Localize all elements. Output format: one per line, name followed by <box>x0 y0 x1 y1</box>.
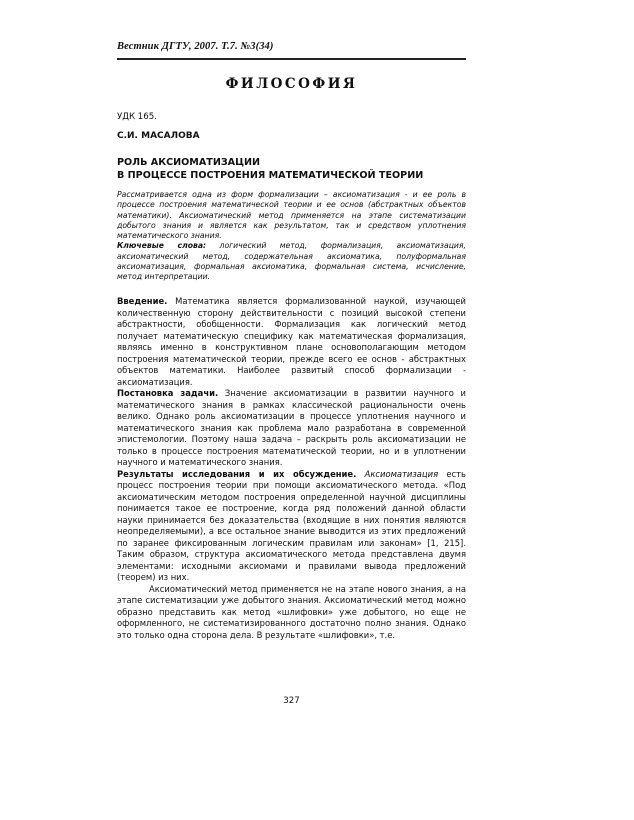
intro-heading: Введение. <box>117 296 168 306</box>
results-term: Аксиоматизация <box>364 468 439 479</box>
article-title-line-2: В ПРОЦЕССЕ ПОСТРОЕНИЯ МАТЕМАТИЧЕСКОЙ ТЕОРИИ <box>117 170 424 181</box>
header-rule <box>117 58 466 60</box>
keywords-list: логический метод, формализация, аксиоматизация, аксиоматический метод, содержательная аксиоматика, полуформальная аксиоматизация, формальная аксиоматика, формальная система, исчисление, метод интерпретации. <box>117 241 466 282</box>
author-name: С.И. МАСАЛОВА <box>117 131 200 141</box>
problem-heading: Постановка задачи. <box>117 388 219 398</box>
results-citation: [1, 215]. <box>427 537 466 548</box>
article-body <box>117 296 466 641</box>
intro-paragraph <box>117 296 466 388</box>
intro-text: Математика является формализованной наукой, изучающей количественную сторону действительности с позиций высокой степени абстрактности, обобщенности. Формализация как логический метод получает математическую специфику как математическая формализация, являясь именно в конструктивном плане основополагающим методом построения математической теории, прежде всего ее основ - абстрактных объектов математики. Наиболее развитый способ формализации - аксиоматизация. <box>117 296 466 387</box>
results-heading: Результаты исследования и их обсуждение. <box>117 468 357 479</box>
problem-text: Значение аксиоматизации в развитии научного и математического знания в рамках классической рациональности очень велико. Однако роль аксиоматизации в процессе уплотнения научного и математического знания как проблема мало разработана в современной эпистемологии. Поэтому наша задача – раскрыть роль аксиоматизации не только в процессе построения математической теории, но и в уплотнении научного и математического знания. <box>117 388 466 467</box>
abstract <box>117 190 466 283</box>
article-title-line-1: РОЛЬ АКСИОМАТИЗАЦИИ <box>117 157 261 168</box>
article-title <box>117 156 423 182</box>
section-title: ФИЛОСОФИЯ <box>225 76 358 92</box>
keywords <box>117 241 466 282</box>
problem-paragraph <box>117 388 466 469</box>
results-text-b: Таким образом, структура аксиоматического метода представлена двумя элементами: исходными аксиомами и правилами вывода предложений (теорем) из них. <box>117 549 466 582</box>
method-paragraph: Аксиоматический метод применяется не на этапе нового знания, а на этапе систематизации уже добытого знания. Аксиоматический метод можно образно представить как метод «шлифовки» уже добытого, но еще не оформленного, не систематизированного достаточно полно знания. Однако это только одна сторона дела. В результате «шлифовки», т.е. <box>117 583 466 640</box>
page-number: 327 <box>283 696 300 706</box>
keywords-label: Ключевые слова: <box>117 241 207 251</box>
abstract-text: Рассматривается одна из форм формализации – аксиоматизация - и ее роль в процессе построения математической теории и ее основ (абстрактных объектов математики). Аксиоматический метод применяется на этапе систематизации добытого знания и является как результатом, так и средством уплотнения математического знания. <box>117 190 466 241</box>
journal-header: Вестник ДГТУ, 2007. Т.7. №3(34) <box>117 41 274 52</box>
results-paragraph <box>117 469 466 584</box>
results-text-a: есть процесс построения теории при помощи аксиоматического метода. «Под аксиоматическим методом построения определенной научной дисциплины понимается такое ее построение, когда ряд положений данной области науки принимается без доказательства (входящие в них понятия являются неопределяемыми), а все остальное знание выводится из этих предложений по заранее фиксированным логическим правилам или законам» <box>117 468 466 548</box>
udc-code: УДК 165. <box>117 112 157 122</box>
